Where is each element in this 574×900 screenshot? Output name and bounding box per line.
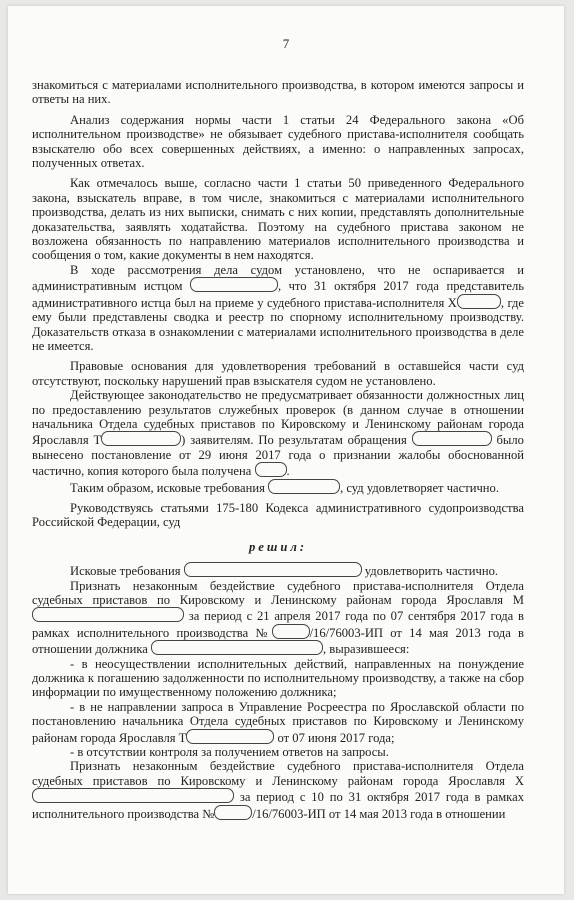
redaction-mark: [32, 607, 184, 622]
text-run: , что 31 октября 2017 года представитель административного истца был на приеме у судебного пристава-исполнителя Х: [32, 279, 524, 310]
paragraph-p2: [32, 113, 524, 171]
text-run: Действующее законодательство не предусматривает обязанности должностных лиц по предоставлению результатов служебных проверок (в данном случае в отношении начальника Отдела судебных приставов по Кировскому и Ленинскому районам города Ярославля Т: [32, 388, 524, 448]
text-run: /16/76003-ИП от 14 мая 2013 года в отношении: [252, 806, 506, 821]
paragraph-p4: [32, 263, 524, 353]
text-run: , где ему были представлены сводка и реестр по спорному исполнительному производству. Доказательств отказа в ознакомлении с материалами исполнительного производства в деле не имеется.: [32, 295, 524, 353]
redaction-mark: [151, 640, 323, 655]
paragraph-p5: [32, 359, 524, 388]
redaction-mark: [101, 431, 181, 446]
paragraph-p3: [32, 176, 524, 262]
text-run: знакомиться с материалами исполнительного производства, в котором имеются запросы и ответы на них.: [32, 78, 524, 107]
text-run: , выразившееся:: [323, 642, 410, 657]
text-run: за период с 10 по 31 октября 2017 года в рамках исполнительного производства №: [32, 790, 524, 821]
paragraph-p10: [32, 562, 524, 578]
text-run: от 07 июня 2017 года;: [274, 730, 395, 745]
paragraph-p15: [32, 759, 524, 821]
text-run: Признать незаконным бездействие судебного пристава-исполнителя Отдела судебных приставов по Кировскому и Ленинскому районам города Ярославля М: [32, 578, 524, 607]
text-run: удовлетворить частично.: [361, 564, 499, 579]
text-run: было вынесено постановление от 29 июня 2017 года о признании жалобы обоснованной частично, копия которого была получена: [32, 433, 524, 479]
text-run: Правовые основания для удовлетворения требований в оставшейся части суд отсутствуют, поскольку нарушений прав взыскателя судом не установлено.: [32, 359, 524, 388]
redaction-mark: [184, 562, 362, 577]
paragraph-p12: [32, 657, 524, 700]
paragraph-p14: [32, 745, 524, 759]
paragraph-p6: [32, 388, 524, 478]
text-run: ) заявителям. По результатам обращения: [181, 433, 412, 448]
page-number: 7: [282, 36, 290, 51]
text-run: - в не направлении запроса в Управление Росреестра по Ярославской области по постановлению начальника Отдела судебных приставов по Кировскому и Ленинскому районам города Ярославля Т: [32, 699, 524, 745]
text-run: В ходе рассмотрения дела судом установлено, что не оспаривается и административным истцом: [32, 262, 524, 294]
paragraph-p7: [32, 479, 524, 495]
text-run: Руководствуясь статьями 175-180 Кодекса административного судопроизводства Российской Федерации, суд: [32, 500, 524, 530]
text-run: /16/76003-ИП от 14 мая 2013 года в отношении должника: [32, 625, 524, 657]
text-run: Как отмечалось выше, согласно части 1 статьи 50 приведенного Федерального закона, взыскатель вправе, в том числе, знакомиться с материалами исполнительного производства, делать из них выписки, снимать с них копии, представлять дополнительные доказательства, заявлять ходатайства. Поэтому на судебного пристава законом не возложена обязанность по направлению материалов исполнительного производства и сообщения о том, какие документы в нем находятся.: [32, 176, 524, 263]
redaction-mark: [457, 294, 501, 309]
text-run: Исковые требования: [70, 564, 184, 579]
document-body: [32, 78, 524, 821]
redaction-mark: [190, 277, 278, 292]
redaction-mark: [186, 729, 274, 744]
redaction-mark: [268, 479, 340, 494]
redaction-mark: [255, 462, 287, 477]
text-run: Таким образом, исковые требования: [70, 480, 269, 495]
paragraph-p11: [32, 579, 524, 657]
paragraph-p8: [32, 501, 524, 530]
text-run: , суд удовлетворяет частично.: [340, 480, 499, 495]
paragraph-p1: [32, 78, 524, 107]
text-run: - в отсутствии контроля за получением ответов на запросы.: [70, 745, 389, 760]
redaction-mark: [32, 788, 234, 803]
text-run: Признать незаконным бездействие судебного пристава-исполнителя Отдела судебных приставов по Кировскому и Ленинскому районам города Ярославля Х: [32, 759, 524, 788]
text-run: за период с 21 апреля 2017 года по 07 сентября 2017 года в рамках исполнительного производства №: [32, 609, 524, 640]
document-page: [8, 6, 564, 894]
text-run: .: [286, 464, 290, 479]
text-run: Анализ содержания нормы части 1 статьи 24 Федерального закона «Об исполнительном производстве» не обязывает судебного пристава-исполнителя сообщать взыскателю обо всех совершенных действиях, а именно: о направленных запросах, полученных ответах.: [32, 112, 524, 171]
redaction-mark: [272, 624, 310, 639]
decision-heading: [32, 540, 524, 554]
redaction-mark: [412, 431, 492, 446]
text-run: решил:: [248, 539, 308, 554]
text-run: - в неосуществлении исполнительных действий, направленных на понуждение должника к погашению задолженности по исполнительному производству, а также на сбор информации по имущественному положению должника;: [32, 656, 524, 700]
redaction-mark: [214, 805, 252, 820]
paragraph-p13: [32, 700, 524, 745]
